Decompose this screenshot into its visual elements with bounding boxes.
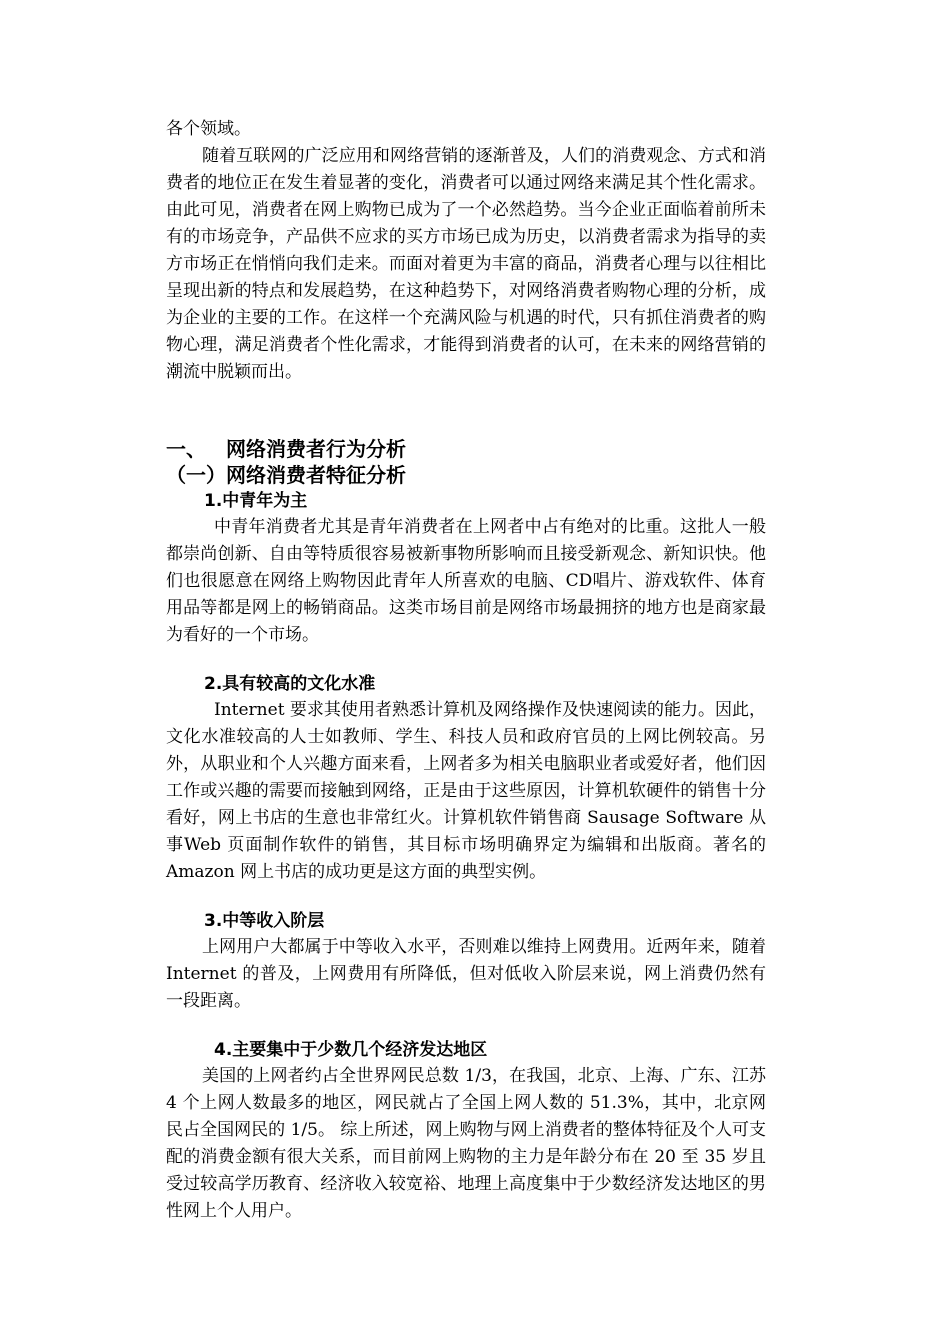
spacer [166,1015,766,1037]
section-number: 一、 [166,437,206,461]
section-heading [166,436,766,462]
item-heading-2: 2.具有较高的文化水准 [204,674,376,694]
document-page [166,116,766,1225]
intro-paragraph: 随着互联网的广泛应用和网络营销的逐渐普及，人们的消费观念、方式和消费者的地位正在发生着显著的变化，消费者可以通过网络来满足其个性化需求。由此可见，消费者在网上购物已成为了一个必然趋势。当今企业正面临着前所未有的市场竞争，产品供不应求的买方市场已成为历史，以消费者需求为指导的卖方市场正在悄悄向我们走来。而面对着更为丰富的商品，消费者心理与以往相比呈现出新的特点和发展趋势，在这种趋势下，对网络消费者购物心理的分析，成为企业的主要的工作。在这样一个充满风险与机遇的时代，只有抓住消费者的购物心理，满足消费者个性化需求，才能得到消费者的认可，在未来的网络营销的潮流中脱颖而出。 [166,146,766,382]
spacer [166,886,766,908]
item-body-2: Internet 要求其使用者熟悉计算机及网络操作及快速阅读的能力。因此，文化水准较高的人士如教师、学生、科技人员和政府官员的上网比例较高。另外，从职业和个人兴趣方面来看，上网者多为相关电脑职业者或爱好者，他们因工作或兴趣的需要而接触到网络，正是由于这些原因，计算机软硬件的销售十分看好，网上书店的生意也非常红火。计算机软件销售商 Sausage Software 从事Web 页面制作软件的销售，其目标市场明确界定为编辑和出版商。著名的Amazon 网上书店的成功更是这方面的典型实例。 [166,700,766,882]
item-heading-1: 1.中青年为主 [204,491,308,511]
spacer [166,649,766,671]
intro-continuation: 各个领域。 [166,119,251,139]
item-body-1: 中青年消费者尤其是青年消费者在上网者中占有绝对的比重。这批人一般都崇尚创新、自由等特质很容易被新事物所影响而且接受新观念、新知识快。他们也很愿意在网络上购物因此青年人所喜欢的电脑、CD唱片、游戏软件、体育用品等都是网上的畅销商品。这类市场目前是网络市场最拥挤的地方也是商家最为看好的一个市场。 [166,517,766,645]
section-title: 网络消费者行为分析 [226,437,406,461]
item-body-4: 美国的上网者约占全世界网民总数 1/3，在我国，北京、上海、广东、江苏 4 个上网人数最多的地区，网民就占了全国上网人数的 51.3%，其中，北京网民占全国网民的 1/5。 综上所述，网上购物与网上消费者的整体特征及个人可支配的消费金额有很大关系，而目前网上购物的主力是年龄分布在 20 至 35 岁且受过较高学历教育、经济收入较宽裕、地理上高度集中于少数经济发达地区的男性网上个人用户。 [166,1066,766,1221]
item-heading-4: 4.主要集中于少数几个经济发达地区 [214,1040,488,1060]
item-body-3: 上网用户大都属于中等收入水平，否则难以维持上网费用。近两年来，随着 Internet 的普及，上网费用有所降低，但对低收入阶层来说，网上消费仍然有一段距离。 [166,937,766,1011]
subsection-heading: （一）网络消费者特征分析 [166,463,406,487]
spacer [166,386,766,436]
item-heading-3: 3.中等收入阶层 [204,911,325,931]
